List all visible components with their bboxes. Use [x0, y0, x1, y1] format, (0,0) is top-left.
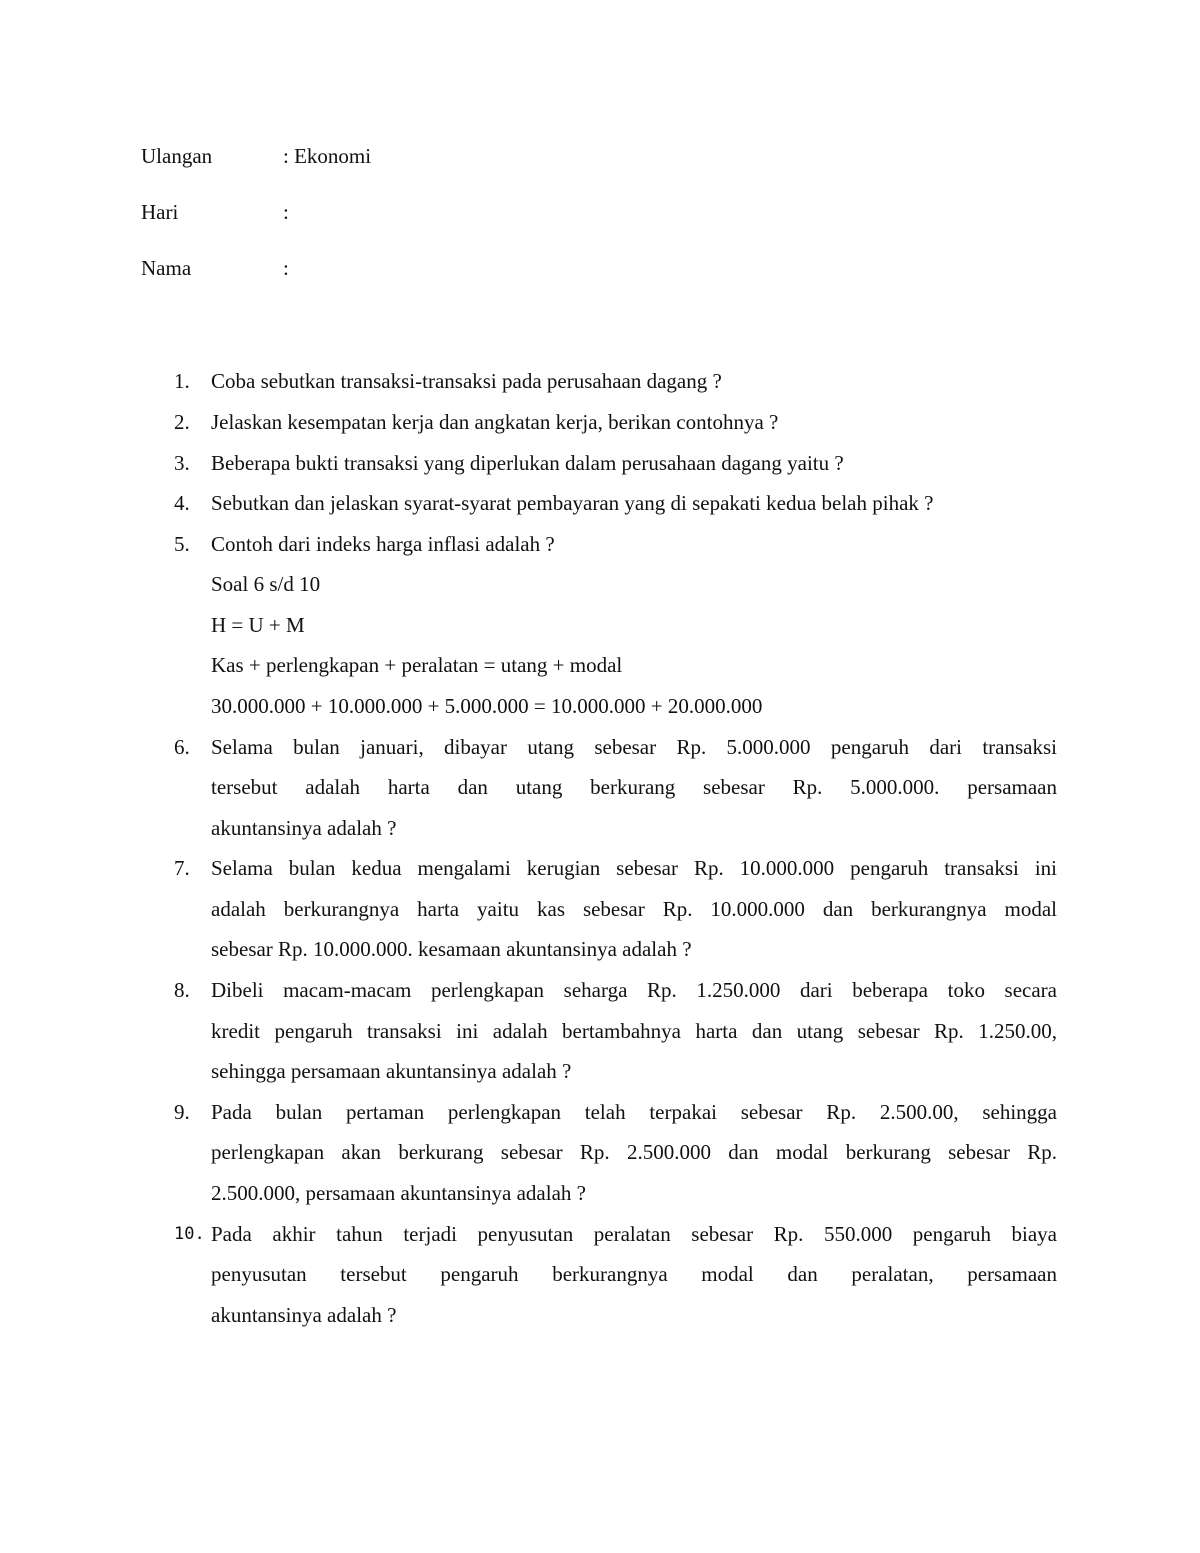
- question-line: kredit pengaruh transaksi ini adalah bertambahnya harta dan utang sebesar Rp. 1.250.00,: [211, 1019, 1057, 1043]
- intro-line: Soal 6 s/d 10: [211, 572, 321, 596]
- header-value: : Ekonomi: [283, 144, 372, 168]
- question-number: 2.: [174, 410, 190, 434]
- header-row-hari: [141, 197, 289, 227]
- header-row-nama: [141, 253, 289, 283]
- question-text: Jelaskan kesempatan kerja dan angkatan kerja, berikan contohnya ?: [211, 410, 779, 434]
- question-number: 8.: [174, 978, 190, 1002]
- question-line: Selama bulan januari, dibayar utang sebesar Rp. 5.000.000 pengaruh dari transaksi: [211, 735, 1057, 759]
- question-number: 3.: [174, 451, 190, 475]
- question-number: 6.: [174, 735, 190, 759]
- question-line: penyusutan tersebut pengaruh berkurangnya modal dan peralatan, persamaan: [211, 1262, 1057, 1286]
- question-line: adalah berkurangnya harta yaitu kas sebesar Rp. 10.000.000 dan berkurangnya modal: [211, 897, 1057, 921]
- question-line: Selama bulan kedua mengalami kerugian sebesar Rp. 10.000.000 pengaruh transaksi ini: [211, 856, 1057, 880]
- question-line: perlengkapan akan berkurang sebesar Rp. 2.500.000 dan modal berkurang sebesar Rp.: [211, 1140, 1057, 1164]
- intro-line: 30.000.000 + 10.000.000 + 5.000.000 = 10.000.000 + 20.000.000: [211, 694, 763, 718]
- question-text: Contoh dari indeks harga inflasi adalah ?: [211, 532, 555, 556]
- header-row-ulangan: [141, 141, 371, 171]
- question-number: 10.: [174, 1224, 205, 1244]
- question-number: 9.: [174, 1100, 190, 1124]
- question-number: 1.: [174, 369, 190, 393]
- header-label: Hari: [141, 200, 179, 224]
- question-line: Pada akhir tahun terjadi penyusutan peralatan sebesar Rp. 550.000 pengaruh biaya: [211, 1222, 1057, 1246]
- question-text: Beberapa bukti transaksi yang diperlukan dalam perusahaan dagang yaitu ?: [211, 451, 844, 475]
- question-line: akuntansinya adalah ?: [211, 816, 397, 840]
- question-line: Dibeli macam-macam perlengkapan seharga Rp. 1.250.000 dari beberapa toko secara: [211, 978, 1057, 1002]
- question-number: 5.: [174, 532, 190, 556]
- intro-line: Kas + perlengkapan + peralatan = utang + modal: [211, 653, 623, 677]
- header-label: Nama: [141, 256, 192, 280]
- header-label: Ulangan: [141, 144, 213, 168]
- question-line: akuntansinya adalah ?: [211, 1303, 397, 1327]
- header-value: :: [283, 200, 289, 224]
- question-line: Pada bulan pertaman perlengkapan telah terpakai sebesar Rp. 2.500.00, sehingga: [211, 1100, 1057, 1124]
- intro-line: H = U + M: [211, 613, 305, 637]
- question-text: Sebutkan dan jelaskan syarat-syarat pembayaran yang di sepakati kedua belah pihak ?: [211, 491, 934, 515]
- question-line: tersebut adalah harta dan utang berkurang sebesar Rp. 5.000.000. persamaan: [211, 775, 1057, 799]
- question-number: 4.: [174, 491, 190, 515]
- question-line: sebesar Rp. 10.000.000. kesamaan akuntansinya adalah ?: [211, 937, 692, 961]
- question-line: sehingga persamaan akuntansinya adalah ?: [211, 1059, 572, 1083]
- question-number: 7.: [174, 856, 190, 880]
- question-line: 2.500.000, persamaan akuntansinya adalah ?: [211, 1181, 586, 1205]
- header-value: :: [283, 256, 289, 280]
- question-text: Coba sebutkan transaksi-transaksi pada perusahaan dagang ?: [211, 369, 722, 393]
